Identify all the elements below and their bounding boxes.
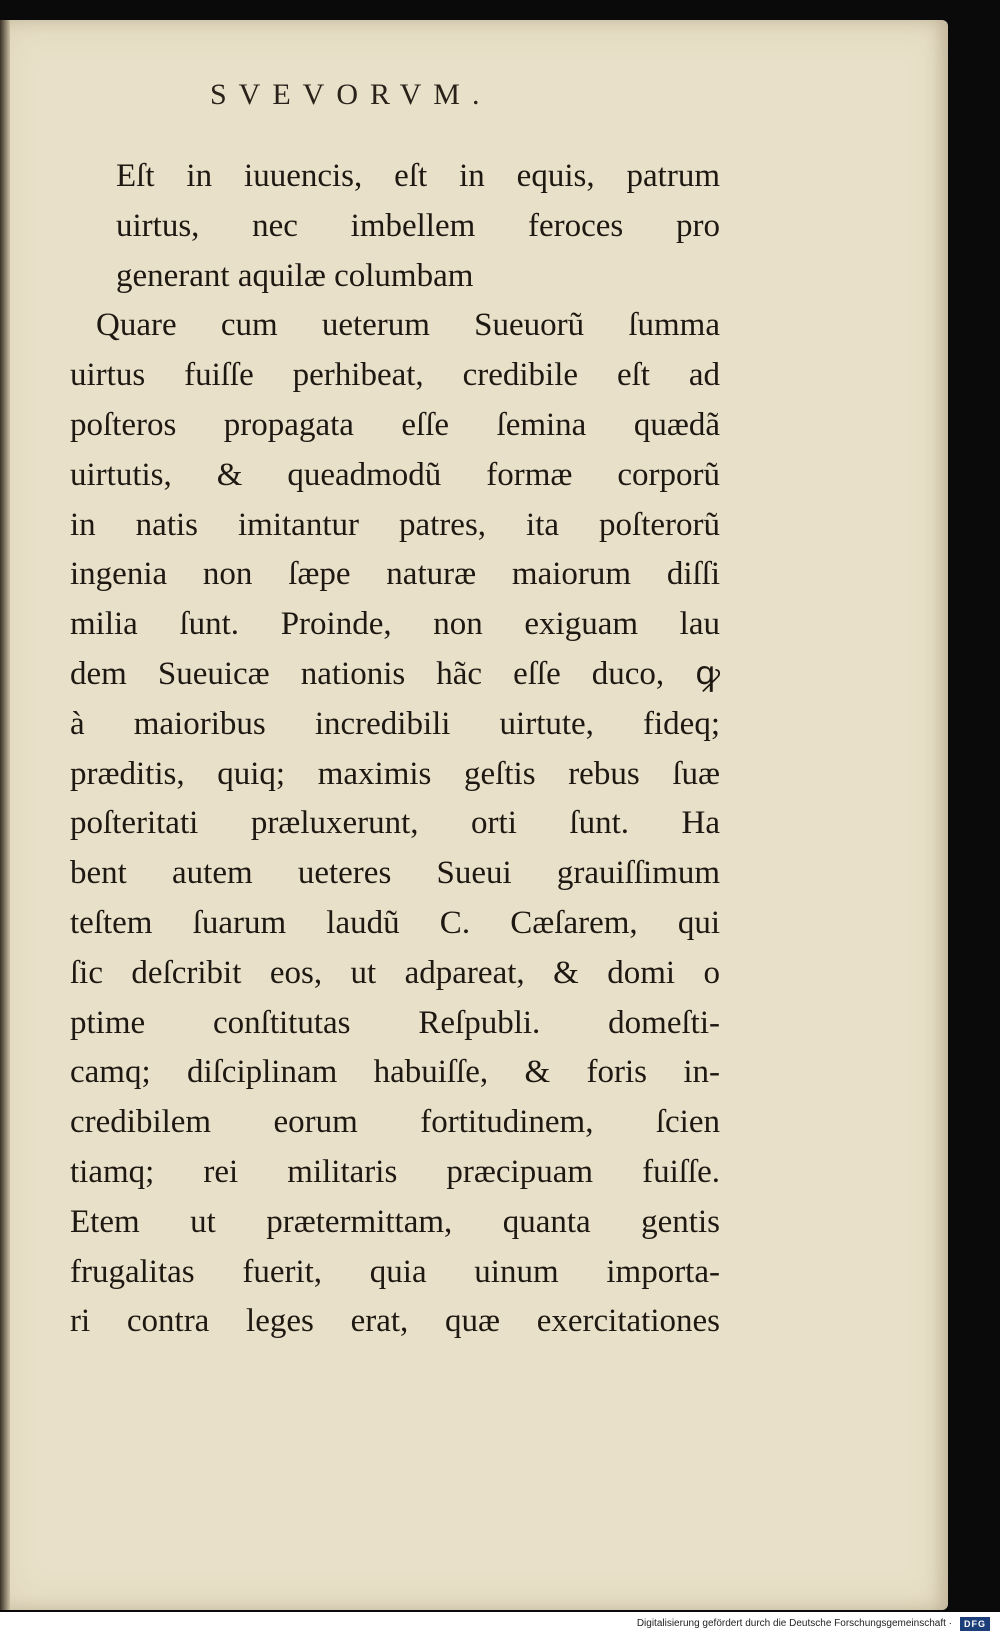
text-line: dem Sueuicæ nationis hãc eſſe duco, ꝙ — [70, 655, 720, 692]
text-line: Etem ut prætermittam, quanta gentis — [70, 1203, 720, 1240]
text-line: ſic deſcribit eos, ut adpareat, & domi o — [70, 954, 720, 991]
funding-credit: Digitalisierung gefördert durch die Deutsche Forschungsgemeinschaft · — [636, 1618, 952, 1629]
text-line: credibilem eorum fortitudinem, ſcien — [70, 1104, 720, 1141]
page-binding-edge — [0, 20, 10, 1610]
text-line: à maioribus incredibili uirtute, fideq; — [70, 705, 720, 742]
text-line: præditis, quiq; maximis geſtis rebus ſuæ — [70, 755, 720, 792]
text-line: teſtem ſuarum laudũ C. Cæſarem, qui — [70, 904, 720, 941]
text-line: poſteritati præluxerunt, orti ſunt. Ha — [70, 805, 720, 842]
body-text — [70, 152, 720, 1347]
text-line: frugalitas fuerit, quia uinum importa- — [70, 1253, 720, 1290]
text-line: milia ſunt. Proinde, non exiguam lau — [70, 606, 720, 643]
digitization-footer — [0, 1612, 1000, 1637]
text-line: bent autem ueteres Sueui grauiſſimum — [70, 855, 720, 892]
running-head: SVEVORVM. — [210, 78, 492, 111]
text-line: ri contra leges erat, quæ exercitationes — [70, 1303, 720, 1340]
text-line: uirtus fuiſſe perhibeat, credibile eſt ad — [70, 357, 720, 394]
text-line: uirtutis, & queadmodũ formæ corporũ — [70, 456, 720, 493]
text-line: uirtus, nec imbellem feroces pro — [116, 207, 720, 244]
dfg-logo: DFG — [960, 1617, 990, 1631]
text-line: tiamq; rei militaris præcipuam fuiſſe. — [70, 1153, 720, 1190]
text-line: ingenia non ſæpe naturæ maiorum diſſi — [70, 556, 720, 593]
text-line: ptime conſtitutas Reſpubli. domeſti- — [70, 1004, 720, 1041]
text-line: in natis imitantur patres, ita poſterorũ — [70, 506, 720, 543]
text-line: poſteros propagata eſſe ſemina quædã — [70, 406, 720, 443]
text-line: camq; diſciplinam habuiſſe, & foris in- — [70, 1054, 720, 1091]
text-line: Eſt in iuuencis, eſt in equis, patrum — [116, 158, 720, 194]
text-line: Quare cum ueterum Sueuorũ ſumma — [96, 307, 720, 344]
text-line: generant aquilæ columbam — [116, 257, 474, 294]
